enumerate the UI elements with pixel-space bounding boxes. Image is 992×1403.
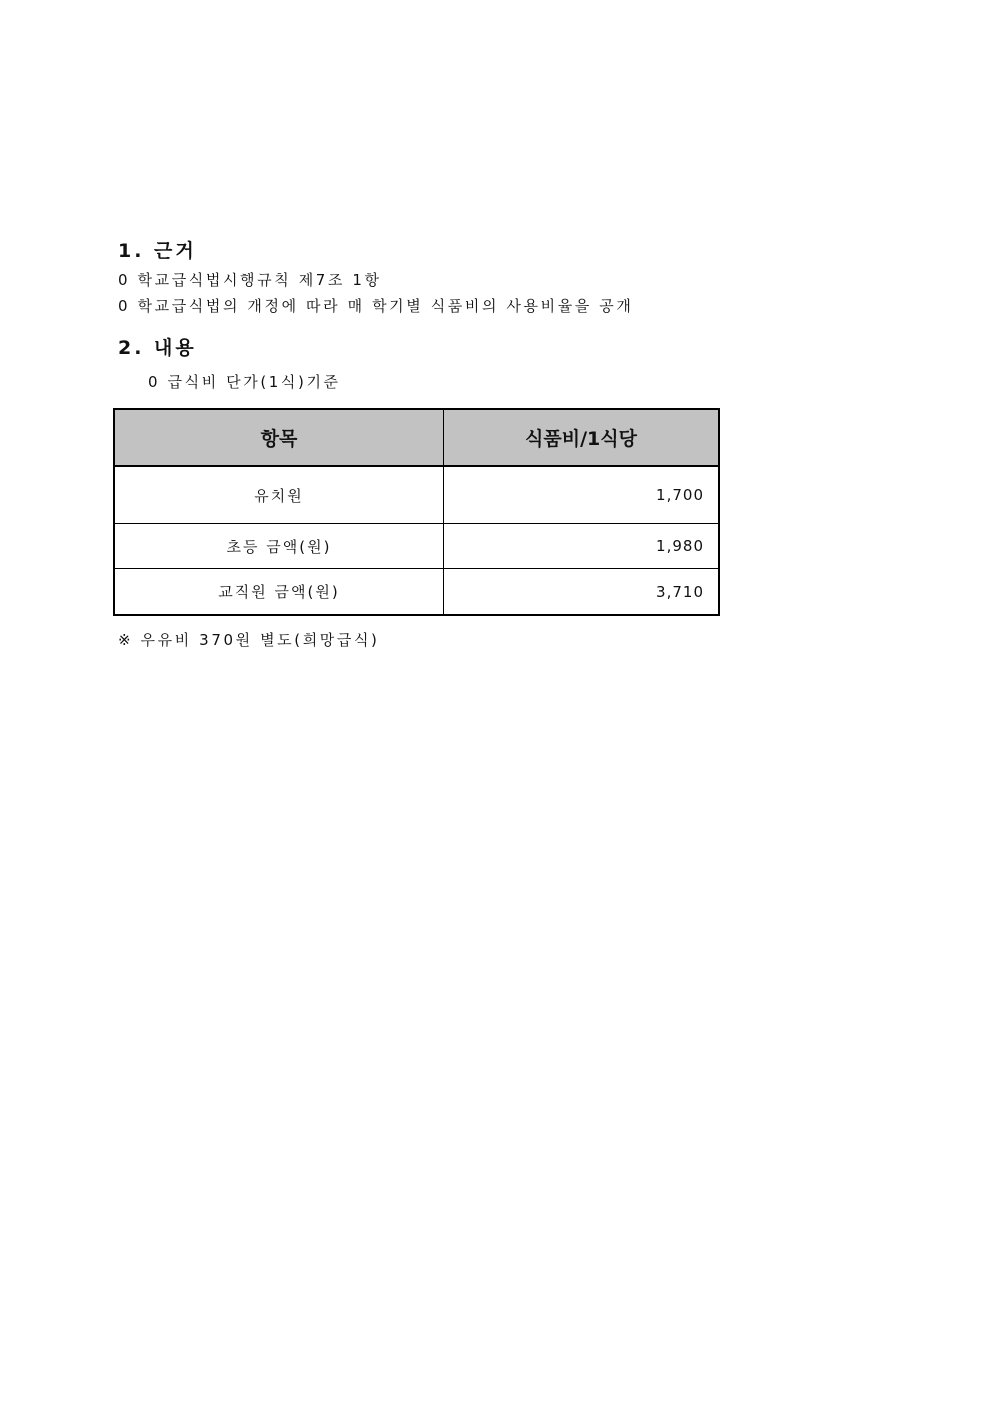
- meal-cost-table: [113, 408, 720, 616]
- header-item: 항목: [114, 409, 444, 466]
- row-value: 1,700: [444, 466, 720, 524]
- row-name: 교직원 금액(원): [114, 569, 444, 616]
- row-value: 1,980: [444, 524, 720, 569]
- basis-item-1: 0 학교급식법시행규칙 제7조 1항: [118, 271, 382, 289]
- table-row: [114, 569, 719, 616]
- header-food-cost: 식품비/1식당: [444, 409, 720, 466]
- row-value: 3,710: [444, 569, 720, 616]
- content-subtitle: 0 급식비 단가(1식)기준: [148, 373, 341, 391]
- milk-fee-note: ※ 우유비 370원 별도(희망급식): [118, 631, 380, 649]
- table-row: [114, 466, 719, 524]
- section-1-title: 1. 근거: [118, 240, 197, 262]
- section-2-title: 2. 내용: [118, 337, 197, 359]
- basis-item-2: 0 학교급식법의 개정에 따라 매 학기별 식품비의 사용비율을 공개: [118, 297, 634, 315]
- table-header-row: [114, 409, 719, 466]
- row-name: 초등 금액(원): [114, 524, 444, 569]
- row-name: 유치원: [114, 466, 444, 524]
- table-row: [114, 524, 719, 569]
